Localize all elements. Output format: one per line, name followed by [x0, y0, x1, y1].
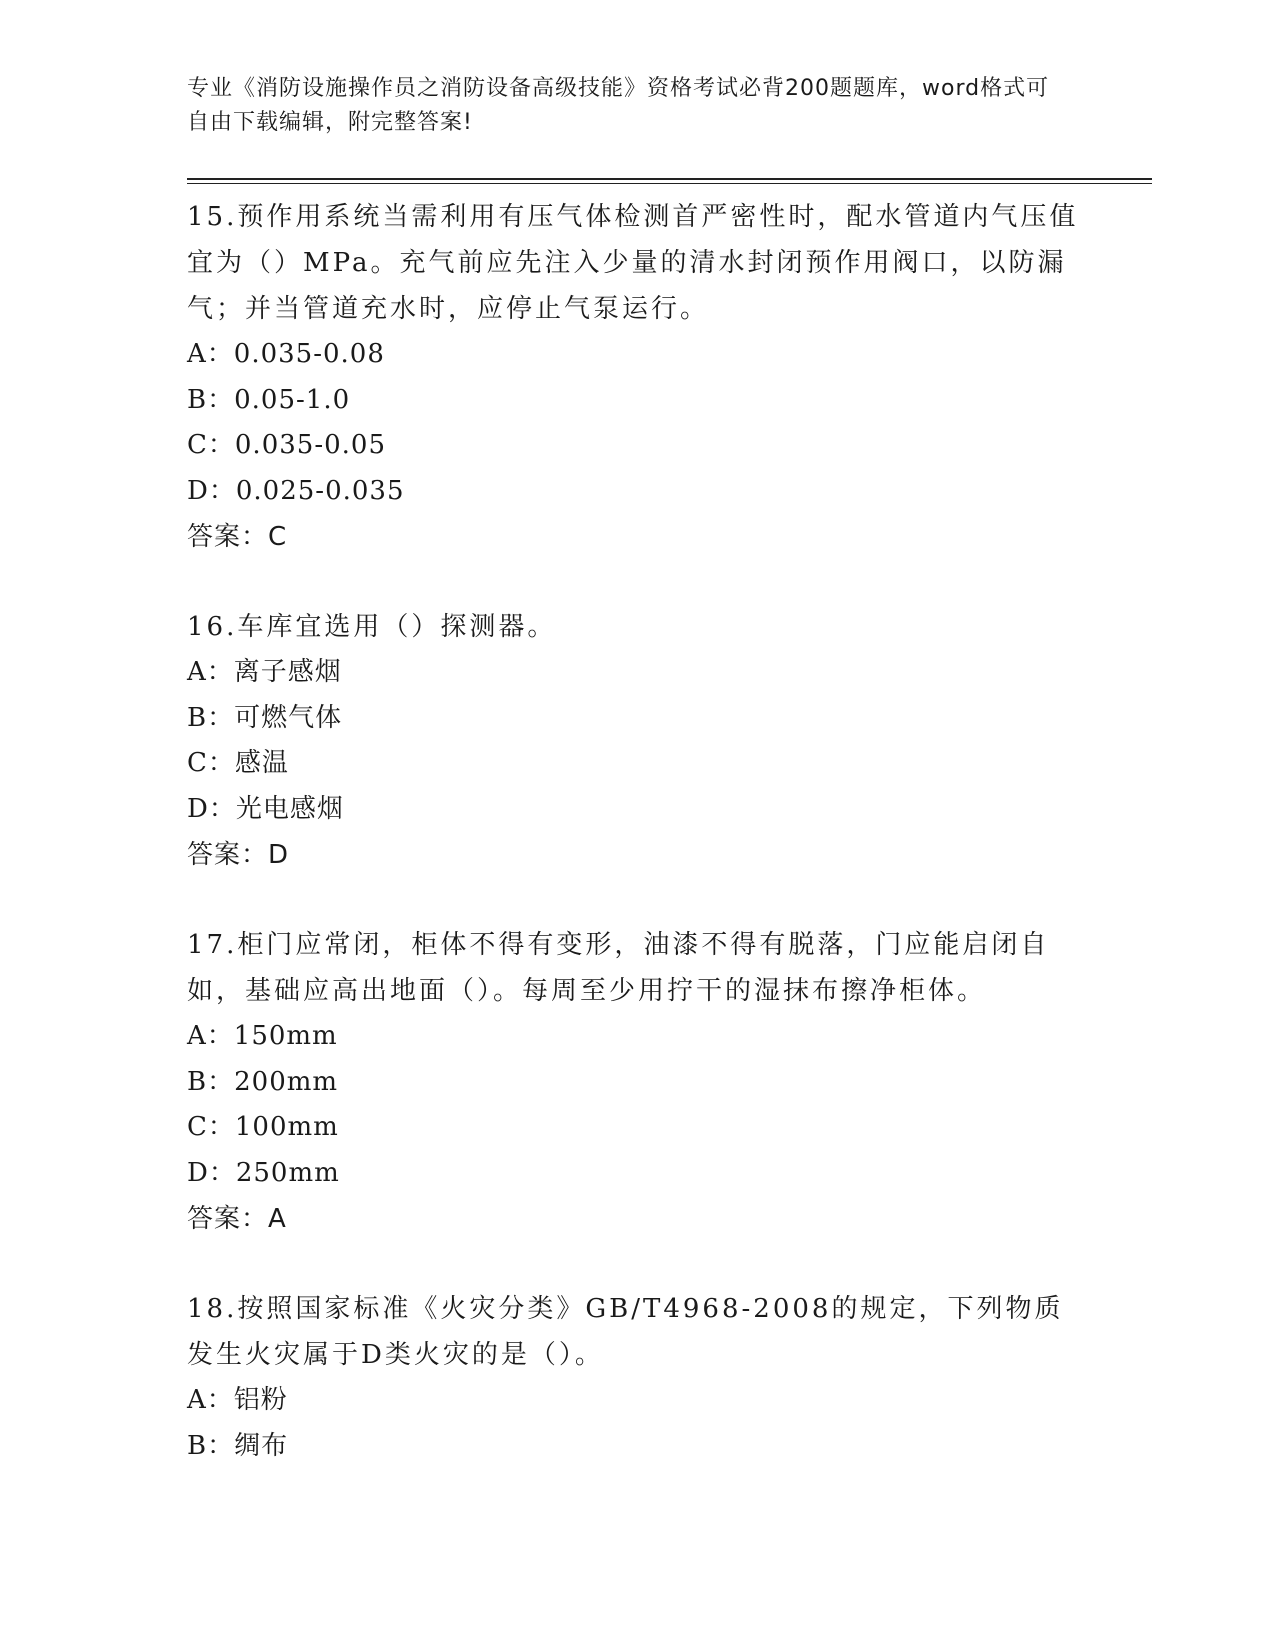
option-d: D：0.025-0.035 [187, 475, 405, 506]
option-d: D：250mm [187, 1157, 340, 1188]
document-header: 专业《消防设施操作员之消防设备高级技能》资格考试必背200题题库，word格式可自由下载编辑，附完整答案! [187, 76, 1050, 135]
question-stem: 16.车库宜选用（）探测器。 [187, 612, 557, 642]
question-stem: 17.柜门应常闭，柜体不得有变形，油漆不得有脱落，门应能启闭自如，基础应高出地面（）。每周至少用拧干的湿抹布擦净柜体。 [187, 930, 1050, 1006]
question-stem: 18.按照国家标准《火灾分类》GB/T4968-2008的规定，下列物质发生火灾属于D类火灾的是（）。 [187, 1294, 1064, 1370]
question-15 [187, 194, 1152, 560]
answer-text: 答案：D [187, 840, 290, 870]
option-b: B：0.05-1.0 [187, 384, 351, 415]
option-c: C：100mm [187, 1112, 339, 1142]
option-b: B：200mm [187, 1066, 339, 1097]
option-c: C：感温 [187, 748, 289, 778]
option-d: D：光电感烟 [187, 793, 344, 824]
option-b: B：绸布 [187, 1430, 289, 1461]
option-c: C：0.035-0.05 [187, 430, 387, 460]
answer-text: 答案：C [187, 522, 288, 552]
question-18 [187, 1286, 1152, 1469]
answer-text: 答案：A [187, 1204, 287, 1234]
document-page [187, 72, 1152, 1469]
question-stem: 15.预作用系统当需利用有压气体检测首严密性时，配水管道内气压值宜为（）MPa。充气前应先注入少量的清水封闭预作用阀口，以防漏气；并当管道充水时，应停止气泵运行。 [187, 202, 1079, 324]
option-a: A：0.035-0.08 [187, 339, 385, 369]
option-a: A：铝粉 [187, 1385, 288, 1415]
option-b: B：可燃气体 [187, 702, 343, 733]
question-16 [187, 604, 1152, 878]
question-17 [187, 922, 1152, 1242]
option-a: A：150mm [187, 1021, 338, 1051]
header-divider [187, 178, 1152, 184]
option-a: A：离子感烟 [187, 657, 342, 687]
